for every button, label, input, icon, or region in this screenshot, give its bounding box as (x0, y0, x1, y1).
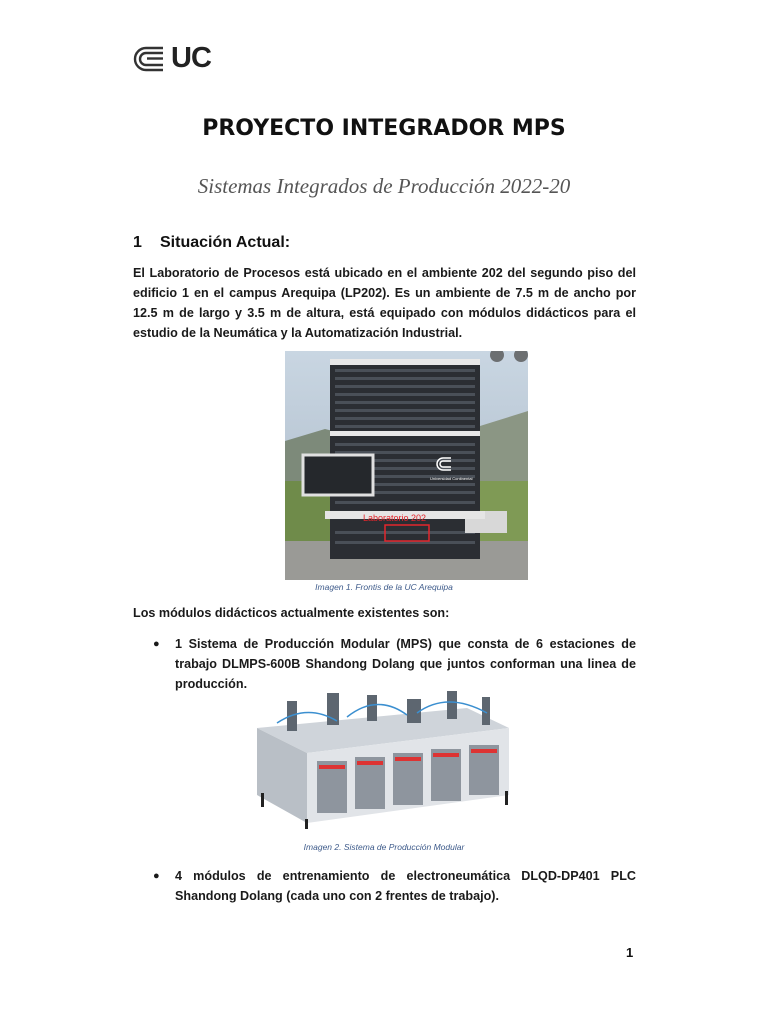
mps-system-photo (247, 683, 519, 829)
bullet-marker: ● (153, 638, 160, 650)
document-title: PROYECTO INTEGRADOR MPS (202, 116, 566, 141)
section-number: 1 (133, 234, 142, 251)
bullet-item (153, 866, 636, 906)
page-number: 1 (626, 945, 634, 960)
university-logo (133, 42, 211, 75)
image2-caption: Imagen 2. Sistema de Producción Modular (303, 842, 465, 852)
bullet-text: 4 módulos de entrenamiento de electroneumática DLQD-DP401 PLC Shandong Dolang (cada uno con 2 frentes de trabajo). (175, 869, 636, 903)
document-subtitle: Sistemas Integrados de Producción 2022-20 (197, 174, 571, 198)
bullet-text: 1 Sistema de Producción Modular (MPS) que consta de 6 estaciones de trabajo DLMPS-600B Shandong Dolang que juntos conforman una linea de producción. (175, 637, 636, 691)
logo-text: UC (171, 42, 211, 74)
campus-building-photo (285, 351, 528, 580)
uc-logo-icon (133, 46, 165, 72)
section-heading (133, 234, 290, 252)
section-title: Situación Actual: (160, 234, 291, 251)
mps-illustration (247, 683, 519, 829)
building-sign-text: Universidad Continental (430, 476, 473, 481)
building-illustration (285, 351, 528, 580)
lab-label: Laboratorio 202 (363, 513, 427, 523)
body-paragraph: El Laboratorio de Procesos está ubicado en el ambiente 202 del segundo piso del edificio 1 en el campus Arequipa (LP202). Es un ambiente de 7.5 m de ancho por 12.5 m de largo y 3.5 m de altura, está equipado con módulos didácticos para el estudio de la Neumática y la Automatización Industrial. (133, 266, 636, 340)
modules-intro: Los módulos didácticos actualmente existentes son: (133, 606, 450, 620)
bullet-marker: ● (153, 870, 160, 882)
image1-caption: Imagen 1. Frontis de la UC Arequipa (315, 582, 453, 592)
